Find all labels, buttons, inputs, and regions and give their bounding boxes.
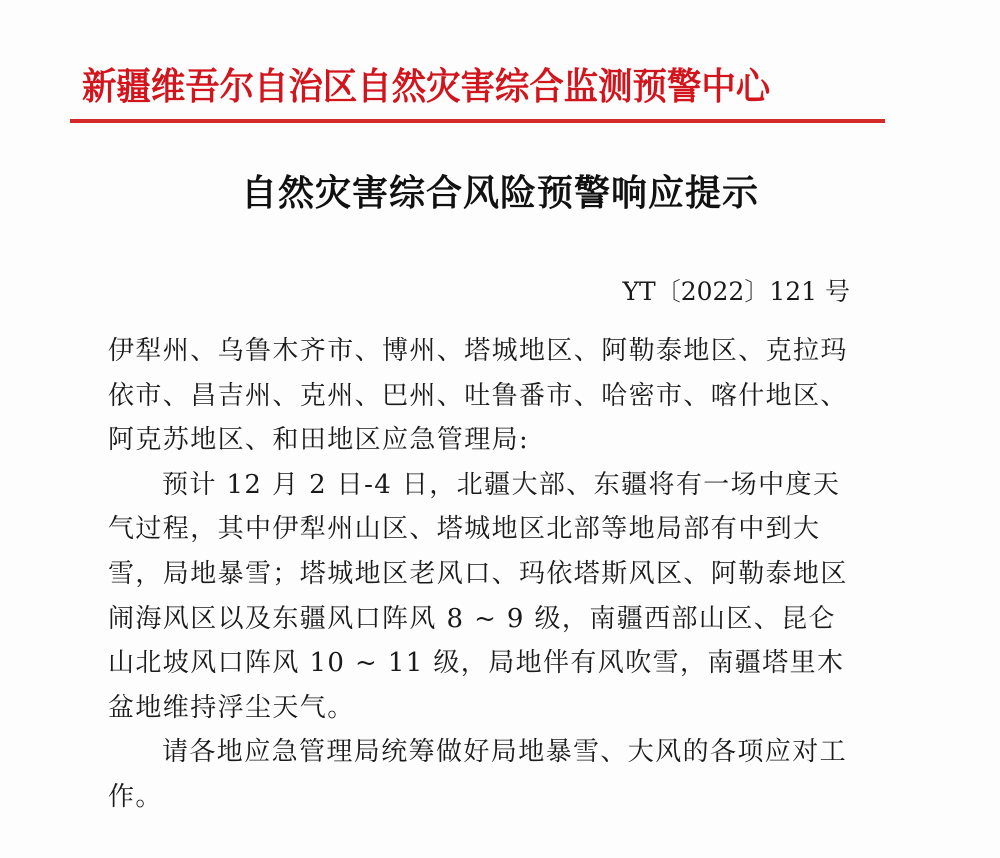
letterhead-org-name: 新疆维吾尔自治区自然灾害综合监测预警中心 <box>82 64 771 108</box>
document-body <box>108 329 860 820</box>
document-title: 自然灾害综合风险预警响应提示 <box>240 172 759 214</box>
document-number: YT〔2022〕121 号 <box>622 277 850 306</box>
recipients-paragraph: 伊犁州、乌鲁木齐市、博州、塔城地区、阿勒泰地区、克拉玛依市、昌吉州、克州、巴州、吐鲁番市、哈密市、喀什地区、阿克苏地区、和田地区应急管理局: <box>108 336 848 456</box>
instruction-paragraph: 请各地应急管理局统筹做好局地暴雪、大风的各项应对工作。 <box>108 737 848 812</box>
forecast-paragraph: 预计 12 月 2 日-4 日，北疆大部、东疆将有一场中度天气过程，其中伊犁州山区、塔城地区北部等地局部有中到大雪，局地暴雪；塔城地区老风口、玛依塔斯风区、阿勒泰地区闹海风区以及东疆风口阵风 8 ~ 9 级，南疆西部山区、昆仑山北坡风口阵风 10 ~ 11 级，局地伴有风吹雪，南疆塔里木盆地维持浮尘天气。 <box>108 469 848 723</box>
letterhead-red-rule <box>70 119 885 123</box>
